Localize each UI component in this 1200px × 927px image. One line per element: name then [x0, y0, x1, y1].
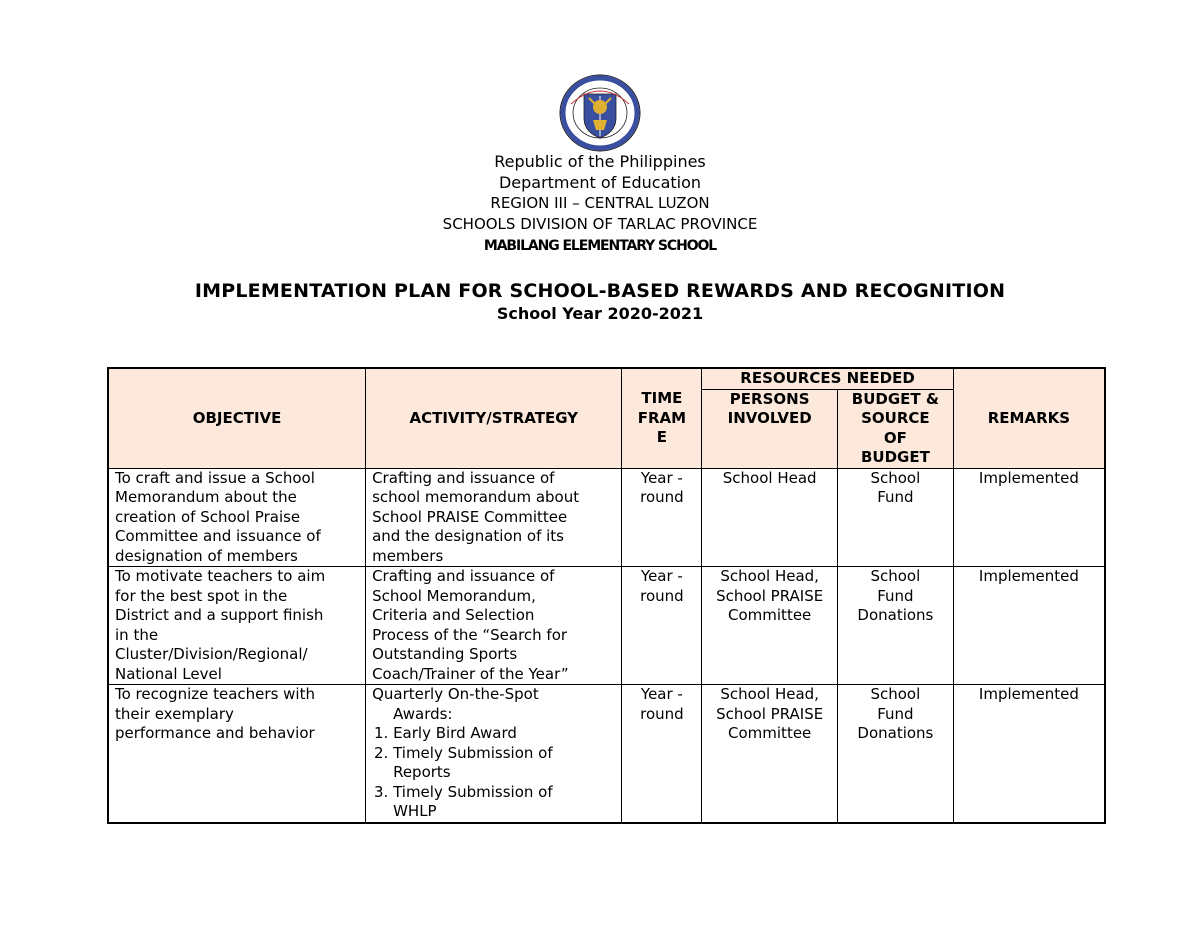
list-item [393, 744, 615, 783]
cell-line: for the best spot in the [115, 586, 288, 605]
cell-line: Criteria and Selection [372, 606, 535, 624]
cell-line: Year - [640, 567, 683, 585]
cell-line: National Level [115, 664, 222, 683]
cell-line: District and a support finish [115, 606, 324, 624]
republic-line: Republic of the Philippines [494, 152, 706, 171]
cell-line: To recognize teachers with [115, 685, 315, 703]
cell-line: their exemplary [115, 704, 234, 723]
cell-line: School [870, 685, 921, 703]
time-frame-cell [622, 685, 702, 823]
cell-line: Outstanding Sports [372, 645, 518, 663]
header-time-frame [622, 368, 702, 468]
cell-line: Crafting and issuance of [372, 567, 555, 585]
table-row [108, 685, 1105, 823]
header-budget-line: BUDGET [860, 448, 930, 466]
table-row [108, 567, 1105, 685]
division-line: SCHOOLS DIVISION OF TARLAC PROVINCE [442, 215, 758, 233]
cell-line: Fund [877, 586, 914, 605]
cell-line: School PRAISE [716, 586, 824, 605]
cell-line: Fund [877, 704, 914, 723]
cell-line: designation of members [115, 546, 298, 565]
region-line: REGION III – CENTRAL LUZON [490, 194, 710, 212]
cell-line: Reports [393, 763, 451, 781]
cell-line: School PRAISE Committee [372, 507, 568, 526]
list-item [393, 783, 615, 822]
cell-line: school memorandum about [372, 488, 580, 506]
cell-line: Committee [728, 606, 812, 624]
budget-cell [838, 685, 954, 823]
cell-line: Committee [728, 724, 812, 742]
cell-line: Process of the “Search for [372, 625, 568, 644]
persons-cell [702, 567, 838, 685]
activity-cell [366, 567, 622, 685]
cell-line: Crafting and issuance of [372, 468, 555, 487]
school-name: MABILANG ELEMENTARY SCHOOL [483, 238, 717, 254]
cell-line: 3. Timely Submission of [393, 782, 553, 801]
objective-cell [108, 468, 366, 567]
header-persons-line: PERSONS [729, 389, 810, 408]
remarks-cell: Implemented [953, 685, 1105, 823]
remarks-cell: Implemented [953, 468, 1105, 567]
remarks-cell: Implemented [953, 567, 1105, 685]
list-item [393, 724, 615, 744]
table-row [108, 468, 1105, 567]
cell-line: Cluster/Division/Regional/ [115, 645, 308, 663]
award-list [372, 724, 615, 822]
cell-line: in the [115, 625, 159, 644]
cell-line: 2. Timely Submission of [393, 743, 553, 762]
implementation-plan-table [107, 367, 1106, 824]
persons-cell [702, 468, 838, 567]
activity-cell [366, 685, 622, 823]
header-budget-source [838, 389, 954, 468]
cell-line: WHLP [393, 802, 437, 820]
time-frame-cell [622, 567, 702, 685]
cell-line: Committee and issuance of [115, 527, 321, 545]
department-line: Department of Education [498, 173, 702, 192]
activity-cell [366, 468, 622, 567]
cell-line: Quarterly On-the-Spot [372, 685, 539, 703]
header-time-frame-line: FRAM [637, 408, 687, 427]
objective-cell [108, 685, 366, 823]
header-time-frame-line: TIME [641, 389, 683, 407]
cell-line: School Head, [720, 567, 819, 585]
cell-line: Awards: [393, 704, 453, 723]
cell-line: round [640, 488, 684, 506]
deped-seal-logo [559, 74, 641, 152]
header-persons-involved [702, 389, 838, 468]
header-budget-line: OF [883, 428, 907, 447]
cell-line: round [640, 704, 684, 723]
cell-line: School [870, 567, 921, 585]
letterhead [0, 151, 1200, 258]
cell-line: Donations [857, 606, 934, 624]
cell-line: To motivate teachers to aim [115, 567, 326, 585]
persons-cell [702, 685, 838, 823]
cell-line: Fund [877, 488, 914, 506]
header-persons-line: INVOLVED [727, 409, 812, 427]
time-frame-cell [622, 468, 702, 567]
budget-cell [838, 468, 954, 567]
budget-cell [838, 567, 954, 685]
cell-line: 1. Early Bird Award [393, 724, 517, 742]
header-objective: OBJECTIVE [108, 368, 366, 468]
cell-line: To craft and issue a School [115, 468, 315, 487]
cell-line: Memorandum about the [115, 488, 297, 506]
header-activity: ACTIVITY/STRATEGY [366, 368, 622, 468]
document-title: IMPLEMENTATION PLAN FOR SCHOOL-BASED REWARDS AND RECOGNITION [194, 280, 1006, 302]
cell-line: round [640, 586, 684, 605]
cell-line: and the designation of its [372, 527, 564, 545]
cell-line: School [870, 468, 921, 487]
cell-line: Year - [640, 685, 683, 703]
cell-line: Donations [857, 724, 934, 742]
header-budget-line: SOURCE [861, 409, 930, 427]
cell-line: School Head [722, 468, 817, 487]
document-subtitle: School Year 2020-2021 [496, 304, 704, 323]
header-remarks: REMARKS [953, 368, 1105, 468]
cell-line: creation of School Praise [115, 507, 301, 526]
header-time-frame-line: E [656, 428, 668, 446]
cell-line: School Head, [720, 685, 819, 703]
cell-line: School Memorandum, [372, 586, 536, 605]
cell-line: Coach/Trainer of the Year” [372, 664, 569, 683]
objective-cell [108, 567, 366, 685]
header-budget-line: BUDGET & [851, 389, 939, 408]
header-resources-needed: RESOURCES NEEDED [702, 368, 953, 389]
cell-line: performance and behavior [115, 724, 315, 742]
cell-line: members [372, 546, 444, 565]
cell-line: Year - [640, 468, 683, 487]
cell-line: School PRAISE [716, 704, 824, 723]
